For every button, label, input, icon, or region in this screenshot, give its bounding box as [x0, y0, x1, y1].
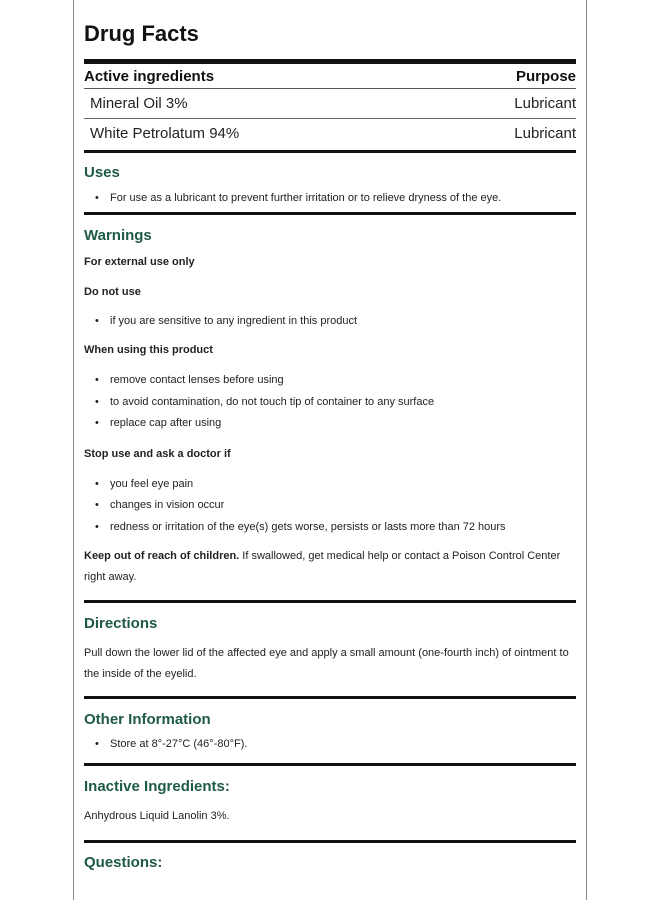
active-ingredients-header [84, 66, 576, 88]
list-item: • you feel eye pain [84, 474, 576, 496]
inactive-ingredients-text: Anhydrous Liquid Lanolin 3%. [84, 809, 230, 822]
list-item: • to avoid contamination, do not touch tip of container to any surface [84, 392, 576, 414]
ingredient-row [84, 118, 576, 147]
list-item: • changes in vision occur [84, 495, 576, 517]
list-item: • For use as a lubricant to prevent further irritation or to relieve dryness of the eye. [84, 188, 576, 210]
list-item: • if you are sensitive to any ingredient in this product [84, 311, 576, 333]
other-information-heading: Other Information [84, 711, 211, 728]
title-divider [84, 59, 576, 64]
directions-text: Pull down the lower lid of the affected eye and apply a small amount (one-fourth inch) of ointment to the inside of the eyelid. [84, 647, 569, 680]
section-divider [84, 212, 576, 215]
warnings-heading: Warnings [84, 226, 152, 244]
page-title: Drug Facts [84, 21, 199, 46]
do-not-use-heading: Do not use [84, 285, 141, 298]
ingredient-row [84, 89, 576, 118]
stop-use-heading: Stop use and ask a doctor if [84, 447, 231, 460]
list-item: • replace cap after using [84, 413, 576, 435]
when-using-list [84, 370, 576, 435]
list-item: • redness or irritation of the eye(s) gets worse, persists or lasts more than 72 hours [84, 517, 576, 539]
children-warning-bold: Keep out of reach of children. [84, 550, 240, 562]
stop-use-list [84, 474, 576, 539]
section-divider [84, 600, 576, 603]
other-information-list [84, 734, 576, 756]
purpose-heading: Purpose [515, 68, 576, 85]
ingredient-name: Mineral Oil 3% [90, 95, 188, 112]
uses-heading: Uses [84, 164, 120, 181]
section-divider [84, 150, 576, 153]
section-divider [84, 696, 576, 699]
do-not-use-list [84, 311, 576, 333]
ingredient-name: White Petrolatum 94% [90, 125, 240, 142]
list-item: • remove contact lenses before using [84, 370, 576, 392]
directions-heading: Directions [84, 615, 158, 632]
inactive-ingredients-heading: Inactive Ingredients: [84, 777, 230, 795]
section-divider [84, 840, 576, 843]
drug-facts-panel [73, 0, 587, 900]
ingredient-purpose: Lubricant [514, 95, 576, 112]
list-item: • Store at 8°-27°C (46°-80°F). [84, 734, 576, 756]
uses-list [84, 188, 576, 210]
ingredient-purpose: Lubricant [514, 125, 576, 142]
external-use-text: For external use only [84, 255, 195, 268]
children-warning-text: If swallowed, get medical help or contact a Poison Control Center right away. [84, 550, 561, 583]
questions-heading: Questions: [84, 853, 163, 871]
when-using-heading: When using this product [84, 344, 213, 356]
section-divider [84, 763, 576, 766]
active-ingredients-heading: Active ingredients [84, 68, 215, 85]
children-warning [84, 546, 576, 588]
